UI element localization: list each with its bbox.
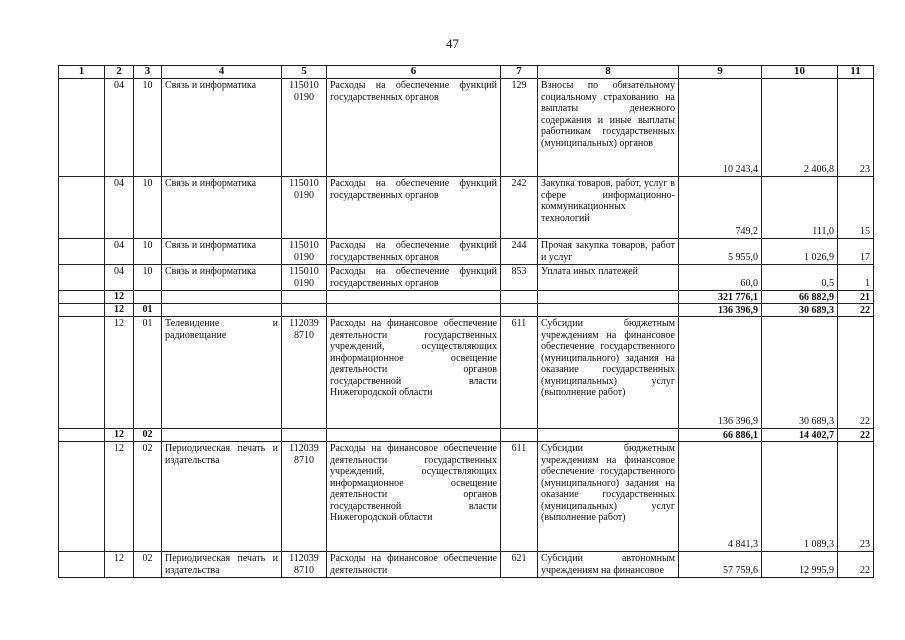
cell-target-name: Расходы на обеспечение функций государственных органов (327, 79, 501, 177)
cell-plan-amount: 5 955,0 (679, 239, 762, 265)
table-row (59, 552, 874, 578)
cell-target-code: 112039 8710 (282, 442, 327, 552)
cell-target-name: Расходы на финансовое обеспечение деятельности (327, 552, 501, 578)
cell-expense-name (538, 304, 679, 317)
cell-actual-amount: 12 995,9 (762, 552, 838, 578)
table-row (59, 317, 874, 429)
cell-expense-type: 853 (501, 265, 538, 291)
cell-plan-amount: 10 243,4 (679, 79, 762, 177)
column-header: 9 (679, 66, 762, 79)
cell-percent: 15 (838, 177, 874, 239)
cell-target-code: 115010 0190 (282, 79, 327, 177)
cell-plan-amount: 749,2 (679, 177, 762, 239)
cell-expense-type: 611 (501, 317, 538, 429)
table-row (59, 79, 874, 177)
cell-section-name: Периодическая печать и издательства (162, 442, 282, 552)
cell-section: 12 (105, 291, 134, 304)
cell-plan-amount: 136 396,9 (679, 304, 762, 317)
cell-target-code: 112039 8710 (282, 317, 327, 429)
cell-section: 12 (105, 552, 134, 578)
cell-subsection: 02 (134, 552, 162, 578)
column-header: 7 (501, 66, 538, 79)
cell-plan-amount: 4 841,3 (679, 442, 762, 552)
cell-expense-type: 244 (501, 239, 538, 265)
cell-subsection: 02 (134, 429, 162, 442)
subtotal-row (59, 291, 874, 304)
cell-expense-name: Субсидии бюджетным учреждениям на финансовое обеспечение государственного (муниципального) задания на оказание государственных (муниципальных) услуг (выполнение работ) (538, 317, 679, 429)
cell-plan-amount: 66 886,1 (679, 429, 762, 442)
cell-section-name (162, 291, 282, 304)
column-header: 8 (538, 66, 679, 79)
cell-expense-type (501, 291, 538, 304)
cell-col1 (59, 552, 105, 578)
cell-section-name (162, 429, 282, 442)
cell-expense-name (538, 429, 679, 442)
cell-expense-name: Субсидии автономным учреждениям на финансовое (538, 552, 679, 578)
cell-col1 (59, 265, 105, 291)
cell-col1 (59, 442, 105, 552)
cell-percent: 22 (838, 552, 874, 578)
cell-subsection: 10 (134, 177, 162, 239)
cell-col1 (59, 317, 105, 429)
cell-actual-amount: 0,5 (762, 265, 838, 291)
cell-subsection: 01 (134, 317, 162, 429)
cell-col1 (59, 239, 105, 265)
subtotal-row (59, 429, 874, 442)
column-header: 3 (134, 66, 162, 79)
budget-table (58, 65, 874, 578)
cell-col1 (59, 304, 105, 317)
cell-target-code: 115010 0190 (282, 177, 327, 239)
column-header: 4 (162, 66, 282, 79)
cell-target-name (327, 429, 501, 442)
cell-actual-amount: 30 689,3 (762, 304, 838, 317)
cell-percent: 17 (838, 239, 874, 265)
cell-target-name: Расходы на финансовое обеспечение деятельности государственных учреждений, осуществляющих информационное освещение деятельности органов государственной власти Нижегородской области (327, 442, 501, 552)
cell-target-code: 112039 8710 (282, 552, 327, 578)
cell-target-code: 115010 0190 (282, 239, 327, 265)
cell-percent: 22 (838, 317, 874, 429)
cell-target-name: Расходы на обеспечение функций государственных органов (327, 265, 501, 291)
cell-section-name: Связь и информатика (162, 79, 282, 177)
cell-plan-amount: 321 776,1 (679, 291, 762, 304)
cell-actual-amount: 30 689,3 (762, 317, 838, 429)
cell-target-code: 115010 0190 (282, 265, 327, 291)
cell-actual-amount: 14 402,7 (762, 429, 838, 442)
cell-col1 (59, 291, 105, 304)
cell-section: 12 (105, 429, 134, 442)
column-header: 10 (762, 66, 838, 79)
column-header: 1 (59, 66, 105, 79)
cell-col1 (59, 79, 105, 177)
cell-expense-name (538, 291, 679, 304)
table-row (59, 177, 874, 239)
cell-target-name: Расходы на обеспечение функций государственных органов (327, 177, 501, 239)
cell-percent: 22 (838, 429, 874, 442)
cell-subsection: 01 (134, 304, 162, 317)
column-header: 5 (282, 66, 327, 79)
cell-subsection (134, 291, 162, 304)
cell-actual-amount: 111,0 (762, 177, 838, 239)
cell-target-name (327, 291, 501, 304)
cell-expense-type: 129 (501, 79, 538, 177)
cell-plan-amount: 57 759,6 (679, 552, 762, 578)
cell-expense-type: 242 (501, 177, 538, 239)
cell-section-name: Периодическая печать и издательства (162, 552, 282, 578)
table-row (59, 239, 874, 265)
cell-section: 04 (105, 265, 134, 291)
cell-plan-amount: 136 396,9 (679, 317, 762, 429)
cell-section: 12 (105, 442, 134, 552)
table-row (59, 442, 874, 552)
cell-target-code (282, 291, 327, 304)
cell-percent: 1 (838, 265, 874, 291)
cell-subsection: 10 (134, 265, 162, 291)
cell-actual-amount: 1 026,9 (762, 239, 838, 265)
table-row (59, 265, 874, 291)
cell-expense-name: Закупка товаров, работ, услуг в сфере информационно-коммуникационных технологий (538, 177, 679, 239)
cell-subsection: 10 (134, 79, 162, 177)
column-header: 6 (327, 66, 501, 79)
cell-expense-type (501, 429, 538, 442)
cell-section-name (162, 304, 282, 317)
column-header: 11 (838, 66, 874, 79)
cell-expense-type (501, 304, 538, 317)
cell-percent: 22 (838, 304, 874, 317)
cell-expense-name: Прочая закупка товаров, работ и услуг (538, 239, 679, 265)
cell-section-name: Связь и информатика (162, 239, 282, 265)
cell-target-name: Расходы на финансовое обеспечение деятельности государственных учреждений, осуществляющих информационное освещение деятельности органов государственной власти Нижегородской области (327, 317, 501, 429)
cell-percent: 23 (838, 79, 874, 177)
cell-expense-name: Взносы по обязательному социальному страхованию на выплаты денежного содержания и иные выплаты работникам государственных (муниципальных) органов (538, 79, 679, 177)
cell-plan-amount: 60,0 (679, 265, 762, 291)
cell-percent: 23 (838, 442, 874, 552)
cell-target-code (282, 304, 327, 317)
cell-col1 (59, 177, 105, 239)
subtotal-row (59, 304, 874, 317)
page-number: 47 (446, 36, 459, 51)
cell-target-name: Расходы на обеспечение функций государственных органов (327, 239, 501, 265)
cell-col1 (59, 429, 105, 442)
column-header-row (59, 66, 874, 79)
cell-actual-amount: 1 089,3 (762, 442, 838, 552)
cell-section: 12 (105, 317, 134, 429)
cell-target-code (282, 429, 327, 442)
cell-subsection: 02 (134, 442, 162, 552)
cell-subsection: 10 (134, 239, 162, 265)
cell-section: 12 (105, 304, 134, 317)
column-header: 2 (105, 66, 134, 79)
cell-section-name: Связь и информатика (162, 177, 282, 239)
cell-section: 04 (105, 239, 134, 265)
cell-expense-name: Субсидии бюджетным учреждениям на финансовое обеспечение государственного (муниципального) задания на оказание государственных (муниципальных) услуг (выполнение работ) (538, 442, 679, 552)
cell-section-name: Связь и информатика (162, 265, 282, 291)
cell-target-name (327, 304, 501, 317)
cell-expense-name: Уплата иных платежей (538, 265, 679, 291)
cell-actual-amount: 66 882,9 (762, 291, 838, 304)
cell-section-name: Телевидение и радиовещание (162, 317, 282, 429)
cell-expense-type: 611 (501, 442, 538, 552)
cell-percent: 21 (838, 291, 874, 304)
cell-section: 04 (105, 177, 134, 239)
cell-section: 04 (105, 79, 134, 177)
cell-actual-amount: 2 406,8 (762, 79, 838, 177)
cell-expense-type: 621 (501, 552, 538, 578)
